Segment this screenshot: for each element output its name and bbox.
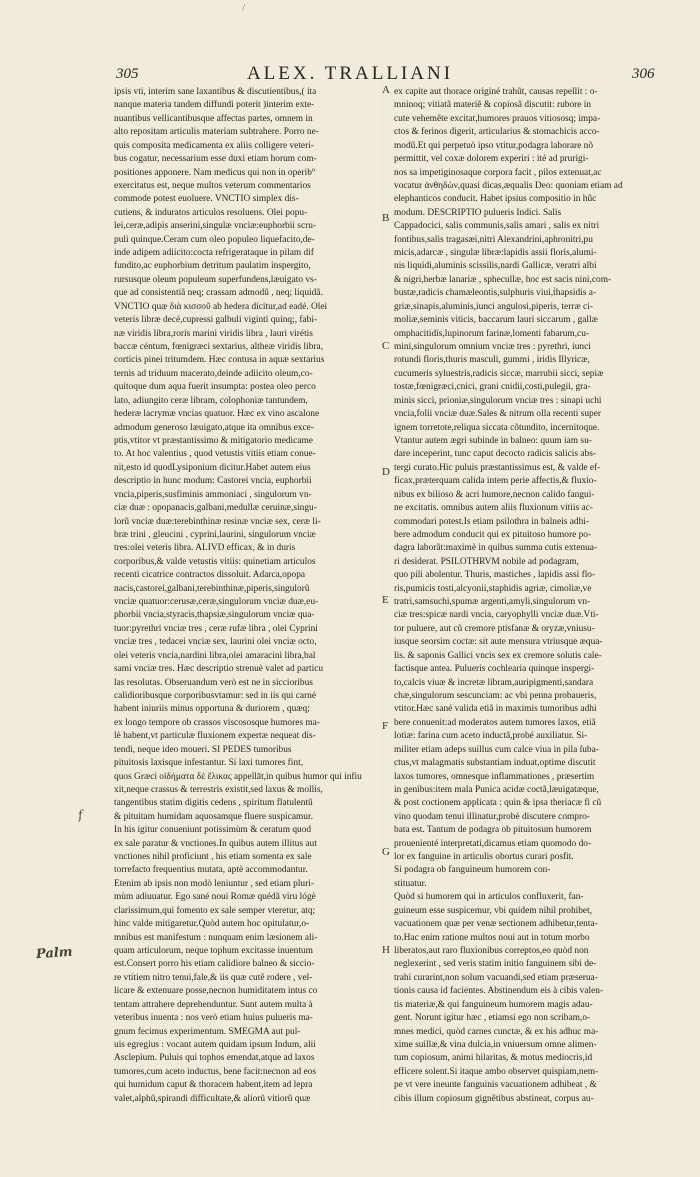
text-line: trahi curarint,non solum vacuandi,sed etiam præserua- — [394, 972, 598, 983]
text-line: habent iniuriis minus opportuna & duriorem , quæq; — [114, 704, 310, 715]
text-line: micis,adarcæ , singulæ libræ:lapidis assii floris,alumi- — [394, 248, 597, 259]
text-line: uis egregius : vocant autem quidam ipsum Indum, alii — [114, 1039, 316, 1050]
text-line: chæ,singulorum sescunciam: ac vbi penna probaueris, — [394, 690, 597, 701]
text-line: to,calcis viuæ & incretæ libram,auripigmenti,sandara — [394, 677, 594, 688]
text-line: quo pili abolentur. Thuris, masticheѕ , lapidis assi flo- — [394, 570, 596, 581]
text-line: Si podagra ob fanguineum humorem con- — [394, 865, 551, 876]
text-line: stituatur. — [394, 878, 427, 889]
text-line: ex sale paratur & vnctiones.In quibus autem illitus aut — [114, 838, 317, 849]
text-line: valet,alphũ,spirandi difficultate,& aliorũ vitiorũ quæ — [114, 1093, 311, 1104]
text-line: tionis causa id facientes. Abstinendum eis à cibis valen- — [394, 986, 604, 997]
text-line: exercitatus est, neque multos veterum commentarios — [114, 180, 311, 191]
section-letter-g: G — [382, 846, 390, 858]
text-line: gent. Norunt igitur hæc , etiamsi ego non scribam,o- — [394, 1013, 591, 1024]
text-line: cute vehemẽte excitat,humores prauos vitiososq; impa- — [394, 113, 601, 124]
text-line: griæ,sinapis,aluminis,iunci angulosi,piperis, terræ ci- — [394, 301, 593, 312]
section-letter-f: F — [382, 720, 389, 732]
text-line: hinc valde mitigaretur.Quòd autem hoc opitulatur,o- — [114, 919, 310, 930]
text-line: nanque materia tandem diffundi poterit )interim exte- — [114, 100, 315, 111]
text-line: vnctiones nihil proficiunt , his etiam somenta ex sale — [114, 852, 312, 863]
text-line: næ viridis libra,roris marini viridis libra , lauri virétis — [114, 328, 313, 339]
text-line: prouenienté interpretati,dicamus etiam quomodo do- — [394, 838, 592, 849]
text-line: vncia,piperis,susfiminis ammoniaci , singulorum vn- — [114, 489, 312, 500]
text-line: quam articulorum, neque tophum excitasse inuentum — [114, 946, 313, 956]
text-line: que ad consistentiã neq; crassam admodũ , neq; liquidã. — [114, 288, 323, 299]
text-line: ri desiderat. PSILOTHRVM nobile ad podagram, — [394, 556, 579, 567]
text-line: tentam attrahere deprehenduntur. Sunt autem multa à — [114, 999, 313, 1010]
text-line: ignem torretote,reliqua siccata cõtundito, incernitoque. — [394, 422, 600, 433]
text-line: tres:olei veteris libra. ALIVD efficax, & in duris — [114, 543, 296, 554]
text-line: corticis pinei tritumdem. Hæc contusa in aquæ sextarius — [114, 355, 325, 366]
text-line: nit,esto id quodLysiponium dicitur.Habet autem eius — [114, 462, 311, 473]
text-line: ctos & ferinos digerit, articularius & stomachicis acco- — [394, 127, 600, 138]
text-line: vino quodam tenui illinatur,probè discutere compro- — [394, 811, 590, 822]
text-line: puli quinque.Ceram cum oleo populeo liquefacito,de- — [114, 234, 315, 245]
text-line: tendi, neque ideo moueri. SI PEDES tumoribus — [114, 744, 292, 755]
text-line: to. At hoc valentius , quod vetustis vitiis etiam conue- — [114, 449, 316, 460]
text-line: vnciæ quatuor:cerusæ,ceræ,singulorum vnciæ duæ,eu- — [114, 597, 319, 608]
text-line: rotundi floris,thuris masculi, gummi , iridis Illyricæ, — [394, 355, 590, 366]
text-line: Quòd si humorem qui in articulos confluxerit, fan- — [394, 892, 584, 903]
text-line: olei veteris vncia,nardini libra,olei amaracini libra,bal — [114, 650, 316, 661]
text-line: to.Hac enim ratione multos noui aut in totum morbo — [394, 932, 590, 943]
text-line: lor ex fanguine in articulis obortus curari posfit. — [394, 852, 574, 863]
text-line: iusque seorsim coctæ: sit aute mensura vtriusque æqua- — [394, 637, 603, 648]
text-line: nacis,castorei,galbani,terebinthinæ,piperis,singulorũ — [114, 583, 310, 594]
text-line: mninoq; vitiatã materiẽ & copiosã discutit: rubore in — [394, 100, 592, 111]
text-line: tergi curato.Hic puluis præstantissimus est, & valde ef- — [394, 462, 601, 473]
text-line: In his igitur conueniunt potissimùm & ceratum quod — [114, 825, 312, 836]
text-line: factisque antea. Pulueris cochlearia quinque inspergi- — [394, 664, 595, 675]
text-line: xime suillæ,& vina dulcia,in vniuersum omne alimen- — [394, 1039, 597, 1050]
text-line: mini,singulorum omnium vnciæ tres : pyrethri, iunci — [394, 342, 591, 353]
text-line: est.Consert porro his etiam calidiore balneo & siccio- — [114, 959, 315, 970]
text-line: permittit, vel coxæ dolorem experiri : ité ad prurigi- — [394, 154, 589, 165]
text-line: commode potest euoluere. VNCTIO simplex dis- — [114, 194, 299, 205]
text-line: alto repositam articulis materiam subtrahere. Porro ne- — [114, 127, 319, 138]
text-line: lè habent,vt particulæ fluxionem expertæ nequeat dis- — [114, 731, 316, 742]
text-line: efficere solent.Si itaque ambo observet quispiam,nem- — [394, 1066, 599, 1077]
text-line: in genibus:item mala Punica acidæ coctã,læuigatæque, — [394, 784, 599, 795]
text-line: modũ.Et qui perpetuò ipso vtitur,podagra laborare nõ — [394, 140, 594, 151]
text-line: & pituitam humidam aquosamque fluere suspicamur. — [114, 811, 313, 822]
text-line: tis materiæ,& qui fanguineum humorem magis adau- — [394, 999, 593, 1010]
text-line: fontibus,salis tragasæi,nitri Alexandrini,aphronitri,pu — [394, 234, 593, 245]
text-line: & nigri,herbæ lanariæ , sphecullæ, hoc est sacis nini,com- — [394, 274, 612, 285]
text-line: sami vnciæ tres. Hæc descriptio strenuè valet ad particu — [114, 664, 324, 675]
text-line: las resolutas. Obseruandum verò est ne in siccioribus — [114, 677, 313, 688]
section-letter-e: E — [382, 594, 389, 606]
text-line: vnciæ tres , tedacei vnciæ sex, laurini olei vnciæ octo, — [114, 637, 317, 648]
text-line: VNCTIO quæ διὰ κισσοῦ ab hedera dicitur,ad eadé. Olei — [114, 301, 328, 312]
text-line: phorbii vncia,styracis,thapsiæ,singulorum vnciæ qua- — [114, 610, 315, 621]
text-line: pituitosis laxisque infestantur. Si laxi tumores fint, — [114, 758, 304, 769]
text-line: clarissimum,qui fomento ex sale semper vteretur, atq; — [114, 905, 316, 916]
text-line: tumores,cum aceto inductus, bene facit:necnon ad eos — [114, 1066, 317, 1077]
text-line: quos Græci οἰδήματα δὲ ἕλικας appellāt,in quibus humor qui infiu — [114, 771, 362, 782]
page-number-left: 305 — [116, 66, 139, 82]
section-letter-a: A — [382, 84, 390, 96]
text-line: xit,neque crassus & terrestris existit,sed laxus & mollis, — [114, 784, 323, 795]
text-line: vtitor.Hæc sané valida etiã in maximis tumoribus adhi — [394, 704, 597, 715]
text-line: moliæ,seminis viticis, baccarum lauri siccarum , gallæ — [394, 315, 598, 326]
text-line: vncia,folii vnciæ duæ.Sales & nitrum olla recenti super — [394, 409, 601, 420]
text-line: hederæ lacrymæ vncias quatuor. Hæc ex vino ascalone — [114, 409, 320, 420]
text-line: mnes medici, quòd carnes cunctæ, & ex his adhuc ma- — [394, 1026, 599, 1037]
text-line: Cappadocici, salis communis,salis amari , salis ex nitri — [394, 221, 600, 232]
text-line: calidioribusque corporibusvtamur: sed in iis qui carné — [114, 690, 317, 701]
text-line: lotiæ: farina cum aceto inductã,probé auxiliatur. Si- — [394, 731, 588, 742]
text-line: lis. & saponis Gallici vncis sex ex cremore solutis cale- — [394, 650, 602, 661]
text-line: bata est. Tantum de podagra ob pituitosum humorem — [394, 825, 592, 836]
running-title: ALEX. TRALLIANI — [246, 63, 454, 84]
text-line: tostæ,fœnigræci,cnici, grani cnidii,costi,pulegii, gra- — [394, 382, 591, 393]
section-letter-c: C — [382, 340, 390, 352]
text-line: admodum generoso læuigato,atque ita omnibus exce- — [114, 422, 314, 433]
left-text-column — [114, 86, 376, 1106]
text-line: lei,ceræ,adipis anserini,singulæ vnciæ:euphorbii scru- — [114, 221, 317, 232]
text-line: qui humidum caput & thoracem habent,item ad lepra — [114, 1080, 313, 1091]
text-line: inde adipem adiicito:cocta refrigerataque in pilam dif — [114, 248, 314, 259]
text-line: descriptio in hunc modum: Castorei vncia, euphorbii — [114, 476, 312, 487]
text-line: vocatur ἀνθηδὼν,quasi dicas,æqualis Deo: quoniam etiam ad — [394, 180, 623, 191]
text-line: pe vt vere ineunte fanguinis vacuationem adhibeat , & — [394, 1080, 597, 1091]
text-line: rursusque oleum populeum superfundens,læuigato vs- — [114, 274, 317, 285]
section-letter-h: H — [382, 944, 390, 956]
text-line: veteribus inuenta : nos verò etiam huius pulueris ma- — [114, 1013, 313, 1024]
section-letter-d: D — [382, 466, 390, 478]
text-line: tum copiosum, animi hilaritas, & motus mediocris,id — [394, 1053, 593, 1064]
top-mark: / — [242, 2, 246, 14]
text-line: torrefacto frequentius mutata, aptè accommodantur. — [114, 865, 308, 876]
text-line: laxos tumores, omnesque inflammationes , præsertim — [394, 771, 595, 782]
text-line: ciæ duæ : opopanacis,galbani,medullæ ceruinæ,singu- — [114, 503, 317, 514]
text-line: tor puluere, aut cũ cremore ptisfanæ & oryzæ,vniusu- — [394, 623, 595, 634]
text-line: guineum esse suspicemur, vbi quidem nihil prohibet, — [394, 905, 593, 916]
text-line: commodari potest.Is etiam psilothra in balneis adhi- — [394, 516, 590, 527]
text-line: re vtitiem nitro tenui,fale,& iis quæ cutẽ rodere , vel- — [114, 972, 313, 983]
text-line: nos sa impetiginosaque corpora facit , pilos extenuat,ac — [394, 167, 602, 178]
text-line: quis composita medicamenta ex aliis colligere veteri- — [114, 140, 314, 151]
text-line: mùm adiuuatur. Ego sané noui Romæ quédã viru lógè — [114, 892, 316, 903]
text-line: minis sicci, prioniæ,singulorum vnciæ tres : sinapi uchi — [394, 395, 602, 406]
text-line: neglexerint , sed veris statim initio fanguinem sibi de- — [394, 959, 597, 970]
text-line: tangentibus statim digitis cedens , spiritum flatulentũ — [114, 798, 313, 809]
text-line: ne excitatis. omnibus autem aliis fluxionum vitiis ac- — [394, 503, 593, 514]
text-line: Etenim ab ipsis non modò leniuntur , sed etiam pluri- — [114, 878, 314, 889]
text-line: ctus,vt malagmatis substantiam induat,optime discutit — [394, 758, 596, 769]
handwritten-margin-note: Palm — [35, 944, 74, 963]
text-line: licare & extenuare posse,necnon humiditatem intus co — [114, 986, 318, 997]
text-line: Asclepium. Puluis qui tophos emendat,atque ad laxos — [114, 1053, 315, 1064]
text-line: ipsis vti, interim sane laxantibus & discutientibus,( ita — [114, 87, 317, 97]
text-line: vacuationem quæ per venæ sectionem adhibetur,tenta- — [394, 919, 598, 930]
section-letter-b: B — [382, 212, 390, 224]
text-line: tuor:pyrethri vnciæ tres , ceræ rufæ libra , olei Cyprini — [114, 623, 318, 634]
page-number-right: 306 — [632, 66, 655, 82]
text-line: veteris libræ decé,cupressi galbuli viginti quinq;, fabi- — [114, 315, 318, 326]
text-line: mnibus est manifestum : nunquam enim læsionem ali- — [114, 932, 318, 943]
text-line: liberatos,aut raro fluxionibus correptos,eo quòd non — [394, 946, 589, 956]
text-line: dagra laborãt:maximè in quibus summa cutis extenua- — [394, 543, 598, 554]
text-line: ptis,vtitor vt præstantissimo & mitigatorio medicame — [114, 435, 313, 446]
text-line: positiones apponere. Nam medicus qui non in operibº — [114, 167, 315, 178]
text-line: recenti cicatrice contractos dissoluit. Adarca,opopa — [114, 570, 306, 581]
text-line: & post coctionem applicata : quin & ipsa theriacæ fi cũ — [394, 798, 602, 809]
text-line: quitoque dum aqua fuerit insumpta: postea oleo perco — [114, 382, 316, 393]
text-line: cibis illum copiosum gignẽtibus abstineat, corpus au- — [394, 1093, 594, 1104]
running-header — [0, 63, 700, 88]
text-line: lato, adiungito ceræ libram, colophoniæ tantundem, — [114, 395, 308, 406]
text-line: bræ trini , gleucini , cyprini,laurini, singulorum vnciæ — [114, 529, 316, 540]
text-line: ris,pumicis tosti,alcyonii,staphidis agriæ, cimoliæ,ve — [394, 583, 592, 594]
text-line: ternis ad triduum macerato,deinde adiicito oleum,co- — [114, 368, 313, 379]
text-line: nuantibus vellicantibusque affectas partes, omnem in — [114, 113, 313, 124]
text-line: bus cogatur, necessarium esse duxi etiam horum com- — [114, 154, 317, 165]
text-line: ciæ tres:spicæ nardi vncia, caryophylli vnciæ duæ.Vti- — [394, 610, 599, 621]
handwritten-margin-mark: f — [77, 807, 84, 823]
text-line: elephanticos conducit. Habet ipsius compositio in hũc — [394, 194, 597, 205]
right-text-column — [394, 86, 656, 1106]
text-line: modum. DESCRIPTIO pulueris Indici. Salis — [394, 207, 562, 218]
text-line: ficax,præterquam calida intem perie affectis,& fluxio- — [394, 476, 597, 487]
text-line: omphacitidis,lupinorum farinæ,lomenti fabarum,cu- — [394, 328, 590, 339]
text-line: cucumeris syluestris,radicis siccæ, marrubii sicci, sepiæ — [394, 368, 604, 379]
text-line: baccæ céntum, fœnigræci sextarius, altheæ viridis libra, — [114, 342, 324, 353]
text-line: gnum fecimus experimentum. SMEGMA aut pul- — [114, 1026, 301, 1037]
text-line: lorũ vnciæ duæ:terebinthinæ resinæ vnciæ sex, ceræ li- — [114, 516, 321, 527]
text-line: bere admodum conducit qui ex pituitoso humore po- — [394, 529, 592, 540]
text-line: tratri,samsuchi,spumæ argenti,amyli,singulorum vn- — [394, 597, 591, 608]
text-line: bustæ,radicis chamæleontis,sulphuris viui,ṫhapsidis a- — [394, 288, 597, 299]
text-line: ex capite aut thorace originé trahũt, causas repellit : o- — [394, 87, 598, 97]
text-line: bere conuenit:ad moderatos autem tumores laxos, etiã — [394, 717, 596, 728]
text-line: dare inceperint, tunc caput decocto radicis salicis abs- — [394, 449, 596, 460]
text-line: fundito,ac euphorbium detritum paulatim inspergito, — [114, 261, 311, 272]
text-line: militer etiam adeps suillus cum calce viua in pila ſuba- — [394, 744, 599, 755]
text-line: Vtantur autem ægri subinde in balneo: quum iam su- — [394, 435, 592, 446]
text-line: corporibus,& valde vetustis vitiis: quinetiam articulos — [114, 556, 316, 567]
text-line: nibus ex bilioso & acri humore,necnon calido fangui- — [394, 489, 595, 500]
text-line: cutiens, & induratos articulos resoluens. Olei popu- — [114, 207, 308, 218]
text-line: ex longo tempore ob crassos viscososque humores ma- — [114, 717, 320, 728]
text-line: nis liquidi,aluminis scissilis,nardi Gallicæ, veratri albi — [394, 261, 597, 272]
